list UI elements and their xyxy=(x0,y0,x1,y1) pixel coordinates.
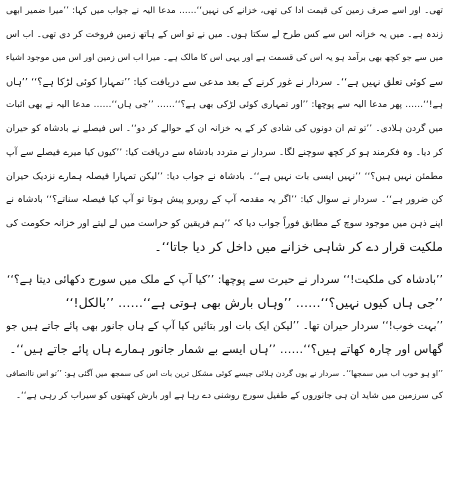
paragraph-line-6: میں گردن ہلادی۔ ’’تو تم ان دونوں کی شادی کر کے یہ خزانہ ان کے حوالے کر دو‘‘۔ اس فیصلے نے بادشاہ کو حیران xyxy=(6,123,443,134)
paragraph-line-11: ملکیت قرار دے کر شاہی خزانے میں داخل کر دیا جاتا‘‘۔ xyxy=(154,239,443,254)
dialogue-line-3: ’’بہت خوب!‘‘ سردار حیران تھا۔ ’’لیکن ایک بات اور بتائیں کیا آپ کے ہاں جانور بھی پائے جاتے ہیں جو xyxy=(6,319,443,332)
paragraph-gap xyxy=(6,259,443,268)
dialogue-line-5: ’’او ہو خوب اب میں سمجھا‘‘۔ سردار نے یوں گردن ہلائی جیسے کوئی مشکل ترین بات اس کی سمجھ میں آگئی ہو: ’’تو اس ناانصافی xyxy=(6,368,443,378)
dialogue-line-2: ’’جی ہاں کیوں نہیں؟‘‘…… ’’وہاں بارش بھی ہوتی ہے‘‘…… ’’بالکل!‘‘ xyxy=(65,295,443,310)
paragraph-line-1: تھی۔ اور اسے صرف زمین کی قیمت ادا کی تھی، خزانے کی نہیں‘‘…… مدعا الیہ نے جواب میں کہا: ’’میرا ضمیر ابھی xyxy=(6,6,443,16)
paragraph-line-2: زندہ ہے۔ میں یہ خزانہ اس سے کس طرح لے سکتا ہوں۔ میں نے تو اس کے ہاتھ زمین فروخت کر دی تھی۔ اب اس xyxy=(6,29,443,40)
paragraph-line-4: سے کوئی تعلق نہیں ہے‘‘۔ سردار نے غور کرنے کے بعد مدعی سے دریافت کیا: ’’تمہارا کوئی لڑکا ہے؟‘‘ ’’ہاں xyxy=(6,76,443,88)
paragraph-line-8: مطمئن نہیں ہیں؟‘‘ ’’نہیں ایسی بات نہیں ہے‘‘۔ بادشاہ نے جواب دیا: ’’لیکن تمہارا فیصلہ ہمارے نزدیک حیران xyxy=(6,170,443,182)
paragraph-line-3: میں سے جو کچھ بھی برآمد ہو یہ اس کی قسمت ہے اور یہی اس کا مالک ہے۔ میرا اب اس زمین اور اس میں موجود اشیاء xyxy=(6,53,443,63)
dialogue-line-1: ’’بادشاہ کی ملکیت!‘‘ سردار نے حیرت سے پوچھا: ’’کیا آپ کے ملک میں سورج دکھائی دیتا ہے؟‘‘ xyxy=(6,272,443,286)
paragraph-line-5: ہے!‘‘…… پھر مدعا الیہ سے پوچھا: ’’اور تمہاری کوئی لڑکی بھی ہے؟‘‘…… ’’جی ہاں‘‘…… مدعا الیہ نے بھی اثبات xyxy=(6,100,443,110)
paragraph-line-7: کر دیا۔ وہ فکرمند ہو کر کچھ سوچنے لگا۔ سردار نے متردد بادشاہ سے دریافت کیا: ’’کیوں کیا میرے فیصلے سے آپ xyxy=(6,147,443,158)
dialogue-line-4: گھاس اور چارہ کھاتے ہیں؟‘‘…… ’’ہاں ایسے بے شمار جانور ہمارے ہاں پائے جاتے ہیں‘‘۔ xyxy=(9,342,443,356)
dialogue-line-6: کی سرزمین میں شاید ان ہی جانوروں کے طفیل سورج روشنی دے رہا ہے اور بارش کھیتوں کو سیراب کر رہی ہے‘‘۔ xyxy=(15,391,443,401)
paragraph-line-9: کن ضرور ہے‘‘۔ سردار نے سوال کیا: ’’اگر یہ مقدمہ آپ کے روبرو پیش ہوتا تو آپ کیا فیصلہ سناتے؟‘‘ بادشاہ نے xyxy=(6,194,443,205)
paragraph-line-10: اپنے ذہن میں موجود سوچ کے مطابق فوراً جواب دیا کہ ’’ہم فریقین کو حراست میں لے لیتے اور خزانہ حکومت کی xyxy=(6,217,443,229)
